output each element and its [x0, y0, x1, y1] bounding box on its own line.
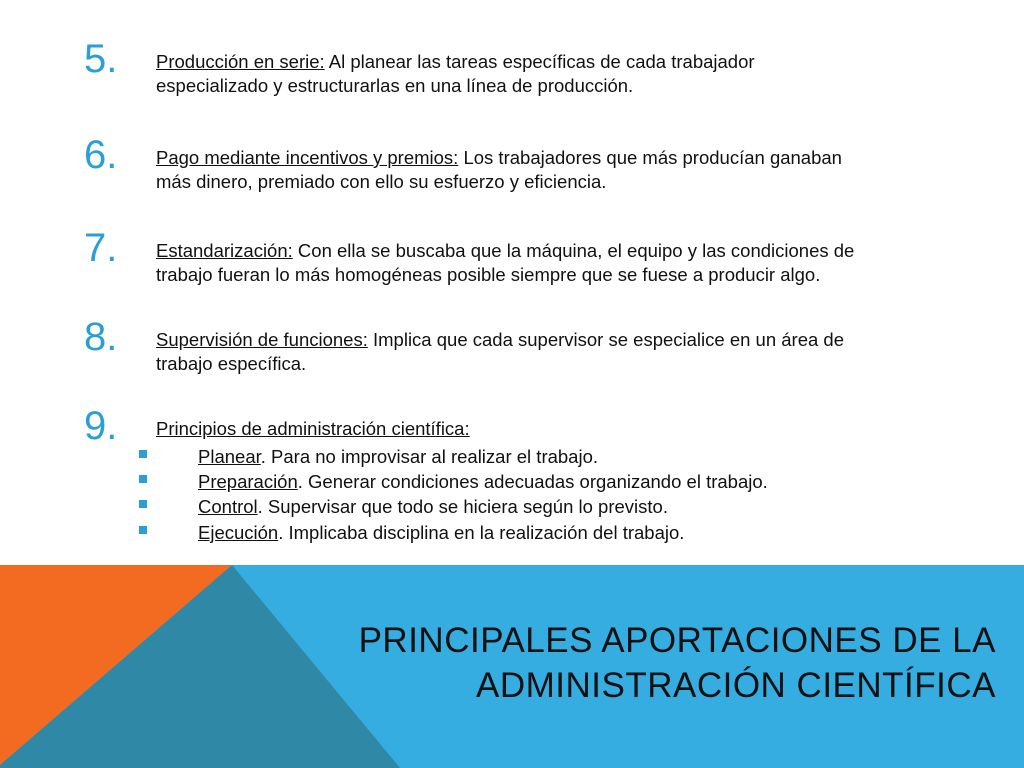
item-line2: trabajo específica. — [156, 353, 307, 374]
item-number: 5. — [84, 37, 118, 81]
item-term: Supervisión de funciones: — [156, 329, 368, 350]
item-text — [156, 146, 986, 194]
square-bullet-icon — [139, 526, 147, 534]
sub-item-term: Control — [198, 496, 258, 517]
item-number: 9. — [84, 404, 118, 448]
sub-item-term: Planear — [198, 446, 261, 467]
item-text — [156, 239, 986, 287]
item-line1: Los trabajadores que más producían ganaban — [458, 147, 842, 168]
square-bullet-icon — [139, 475, 147, 483]
item-term: Principios de administración científica: — [156, 418, 470, 439]
slide-title-line2: ADMINISTRACIÓN CIENTÍFICA — [475, 666, 996, 705]
item-term: Producción en serie: — [156, 51, 325, 72]
square-bullet-icon — [139, 450, 147, 458]
item-line1: Implica que cada supervisor se especialice en un área de — [367, 329, 844, 350]
item-line2: especializado y estructurarlas en una línea de producción. — [156, 75, 634, 96]
sub-item-description: . Generar condiciones adecuadas organizando el trabajo. — [297, 471, 768, 492]
sub-item-text — [198, 521, 998, 545]
sub-item-description: . Implicaba disciplina en la realización del trabajo. — [278, 522, 685, 543]
slide-title — [296, 618, 996, 708]
sub-item-term: Preparación — [198, 471, 298, 492]
sub-item-text — [198, 445, 998, 469]
item-line1: Con ella se buscaba que la máquina, el equipo y las condiciones de — [292, 240, 855, 261]
sub-item-description: . Para no improvisar al realizar el trabajo. — [260, 446, 599, 467]
slide-title-line1: PRINCIPALES APORTACIONES DE LA — [358, 621, 996, 660]
item-line2: trabajo fueran lo más homogéneas posible siempre que se fuese a producir algo. — [156, 264, 821, 285]
sub-item-text — [198, 470, 998, 494]
item-text — [156, 50, 986, 98]
item-number: 6. — [84, 133, 118, 177]
square-bullet-icon — [139, 500, 147, 508]
item-term: Pago mediante incentivos y premios: — [156, 147, 459, 168]
sub-item-term: Ejecución — [198, 522, 279, 543]
sub-item-description: . Supervisar que todo se hiciera según lo previsto. — [257, 496, 668, 517]
item-line1: Al planear las tareas específicas de cada trabajador — [324, 51, 755, 72]
item-text — [156, 328, 986, 376]
sub-item-text — [198, 495, 998, 519]
item-number: 7. — [84, 226, 118, 270]
item-text — [156, 417, 986, 441]
item-term: Estandarización: — [156, 240, 293, 261]
item-line2: más dinero, premiado con ello su esfuerzo y eficiencia. — [156, 171, 607, 192]
item-number: 8. — [84, 315, 118, 359]
